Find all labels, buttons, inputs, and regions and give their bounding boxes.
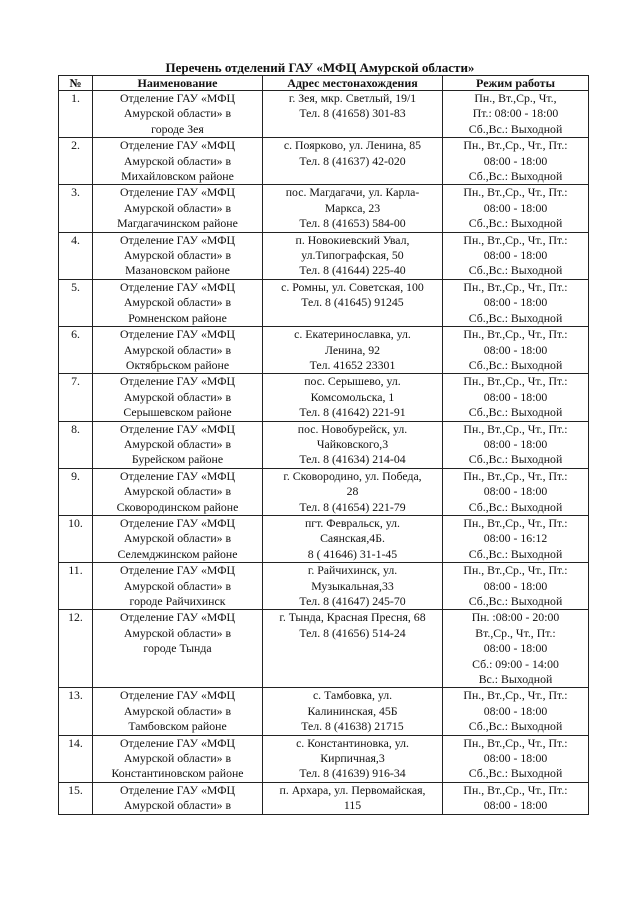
office-name-line: городе Тында bbox=[143, 641, 212, 656]
table-row bbox=[59, 515, 589, 562]
office-name-line: Магдагачинском районе bbox=[117, 216, 238, 231]
office-address-line: г. Сковородино, ул. Победа, bbox=[283, 468, 422, 483]
office-hours-line: Сб.: 09:00 - 14:00 bbox=[472, 656, 559, 671]
office-name-line: Селемджинском районе bbox=[117, 546, 238, 561]
office-name-cell bbox=[93, 279, 263, 326]
office-name-line: Отделение ГАУ «МФЦ bbox=[119, 688, 236, 703]
office-name-line: Константиновском районе bbox=[111, 766, 244, 781]
office-address-line: Тел. 8 (41658) 301-83 bbox=[299, 106, 406, 121]
office-hours-line: Сб.,Вс.: Выходной bbox=[468, 499, 563, 514]
office-hours-line: Пн., Вт.,Ср., Чт., bbox=[474, 91, 557, 105]
office-name-cell bbox=[93, 421, 263, 468]
office-hours-line: Сб.,Вс.: Выходной bbox=[468, 546, 563, 561]
office-name-line: Октябрьском районе bbox=[125, 357, 230, 372]
office-address-line: пос. Магдагачи, ул. Карла- bbox=[285, 185, 420, 200]
office-hours-line: 08:00 - 18:00 bbox=[483, 295, 548, 310]
office-name-cell bbox=[93, 138, 263, 185]
office-hours-line: Пн., Вт.,Ср., Чт., Пт.: bbox=[463, 515, 568, 530]
office-hours-line: Пн., Вт.,Ср., Чт., Пт.: bbox=[463, 468, 568, 483]
row-number: 11. bbox=[59, 563, 93, 610]
office-hours-cell bbox=[443, 563, 589, 610]
office-hours-line: 08:00 - 18:00 bbox=[483, 641, 548, 656]
office-hours-line: 08:00 - 18:00 bbox=[483, 248, 548, 263]
table-row bbox=[59, 374, 589, 421]
table-row bbox=[59, 327, 589, 374]
office-hours-cell bbox=[443, 782, 589, 814]
office-address-line: Тел. 8 (41647) 245-70 bbox=[299, 594, 406, 608]
office-hours-line: 08:00 - 18:00 bbox=[483, 342, 548, 357]
office-name-line: Бурейском районе bbox=[131, 452, 224, 467]
office-name-cell bbox=[93, 327, 263, 374]
office-address-cell bbox=[263, 232, 443, 279]
document-title: Перечень отделений ГАУ «МФЦ Амурской области» bbox=[165, 60, 475, 75]
office-address-line: ул.Типографская, 50 bbox=[301, 248, 404, 263]
office-name-line: Отделение ГАУ «МФЦ bbox=[119, 232, 236, 247]
office-hours-cell bbox=[443, 138, 589, 185]
office-name-line: Амурской области» в bbox=[123, 342, 232, 357]
office-hours-line: Сб.,Вс.: Выходной bbox=[468, 357, 563, 372]
office-hours-line: Сб.,Вс.: Выходной bbox=[468, 452, 563, 467]
office-hours-line: 08:00 - 18:00 bbox=[483, 703, 548, 718]
office-address-line: Маркса, 23 bbox=[324, 200, 381, 215]
office-name-line: Тамбовском районе bbox=[128, 719, 227, 734]
office-hours-line: Вт.,Ср., Чт., Пт.: bbox=[475, 625, 556, 640]
office-name-line: Отделение ГАУ «МФЦ bbox=[119, 735, 236, 750]
office-hours-cell bbox=[443, 279, 589, 326]
row-number: 8. bbox=[59, 421, 93, 468]
office-hours-line: Сб.,Вс.: Выходной bbox=[468, 719, 563, 734]
office-hours-line: Пт.: 08:00 - 18:00 bbox=[472, 106, 559, 121]
office-name-cell bbox=[93, 185, 263, 232]
office-address-cell bbox=[263, 421, 443, 468]
office-name-line: Амурской области» в bbox=[123, 703, 232, 718]
office-address-line: Тел. 8 (41656) 514-24 bbox=[299, 625, 406, 640]
office-address-line: Тел. 8 (41637) 42-020 bbox=[299, 153, 406, 168]
office-hours-cell bbox=[443, 374, 589, 421]
office-address-line: 28 bbox=[346, 484, 359, 499]
office-name-line: городе Зея bbox=[151, 121, 204, 136]
office-name-line: Отделение ГАУ «МФЦ bbox=[119, 327, 236, 342]
offices-table bbox=[58, 75, 589, 815]
office-hours-line: Пн., Вт.,Ср., Чт., Пт.: bbox=[463, 421, 568, 436]
office-address-line: Тел. 8 (41638) 21715 bbox=[301, 719, 404, 734]
office-name-line: Амурской области» в bbox=[123, 436, 232, 451]
row-number: 5. bbox=[59, 279, 93, 326]
table-header-row bbox=[59, 76, 589, 91]
office-hours-line: 08:00 - 18:00 bbox=[483, 436, 548, 451]
office-hours-line: Сб.,Вс.: Выходной bbox=[468, 169, 563, 184]
office-hours-line: Пн., Вт.,Ср., Чт., Пт.: bbox=[463, 782, 568, 797]
office-name-line: Амурской области» в bbox=[123, 625, 232, 640]
office-address-line: с. Поярково, ул. Ленина, 85 bbox=[283, 138, 422, 153]
office-address-line: Ленина, 92 bbox=[324, 342, 381, 357]
office-name-cell bbox=[93, 563, 263, 610]
office-address-line: 8 ( 41646) 31-1-45 bbox=[307, 546, 398, 561]
row-number: 4. bbox=[59, 232, 93, 279]
office-address-line: Тел. 8 (41644) 225-40 bbox=[299, 263, 406, 278]
office-address-line: п. Архара, ул. Первомайская, bbox=[279, 782, 426, 797]
office-hours-cell bbox=[443, 610, 589, 688]
office-address-line: г. Райчихинск, ул. bbox=[307, 563, 398, 578]
office-hours-line: Пн., Вт.,Ср., Чт., Пт.: bbox=[463, 232, 568, 247]
office-address-cell bbox=[263, 688, 443, 735]
row-number: 10. bbox=[59, 515, 93, 562]
office-name-cell bbox=[93, 468, 263, 515]
office-hours-cell bbox=[443, 232, 589, 279]
office-name-line: Амурской области» в bbox=[123, 798, 232, 813]
office-address-cell bbox=[263, 563, 443, 610]
office-hours-cell bbox=[443, 468, 589, 515]
table-row bbox=[59, 688, 589, 735]
office-name-line: Амурской области» в bbox=[123, 153, 232, 168]
row-number: 13. bbox=[59, 688, 93, 735]
office-hours-line: Пн., Вт.,Ср., Чт., Пт.: bbox=[463, 185, 568, 200]
office-address-cell bbox=[263, 138, 443, 185]
office-hours-cell bbox=[443, 327, 589, 374]
office-hours-line: 08:00 - 18:00 bbox=[483, 798, 548, 813]
table-row bbox=[59, 91, 589, 138]
office-name-line: Отделение ГАУ «МФЦ bbox=[119, 782, 236, 797]
office-address-cell bbox=[263, 327, 443, 374]
office-hours-line: Пн., Вт.,Ср., Чт., Пт.: bbox=[463, 735, 568, 750]
office-address-cell bbox=[263, 782, 443, 814]
office-hours-line: Пн., Вт.,Ср., Чт., Пт.: bbox=[463, 563, 568, 578]
table-row bbox=[59, 279, 589, 326]
table-row bbox=[59, 232, 589, 279]
office-hours-line: Сб.,Вс.: Выходной bbox=[468, 263, 563, 278]
office-name-line: Отделение ГАУ «МФЦ bbox=[119, 185, 236, 200]
office-name-cell bbox=[93, 782, 263, 814]
office-address-line: Саянская,4Б. bbox=[320, 531, 385, 546]
office-hours-line: 08:00 - 18:00 bbox=[483, 389, 548, 404]
table-row bbox=[59, 782, 589, 814]
office-address-line: Тел. 8 (41654) 221-79 bbox=[299, 499, 406, 514]
office-name-line: Отделение ГАУ «МФЦ bbox=[119, 374, 236, 389]
office-address-line: Тел. 8 (41645) 91245 bbox=[301, 295, 404, 310]
office-address-line: Чайковского,3 bbox=[316, 436, 389, 451]
office-name-cell bbox=[93, 610, 263, 688]
row-number: 7. bbox=[59, 374, 93, 421]
office-hours-line: Пн., Вт.,Ср., Чт., Пт.: bbox=[463, 138, 568, 153]
table-row bbox=[59, 138, 589, 185]
office-address-cell bbox=[263, 468, 443, 515]
table-row bbox=[59, 610, 589, 688]
office-address-cell bbox=[263, 515, 443, 562]
office-address-line: с. Екатеринославка, ул. bbox=[294, 327, 411, 342]
office-name-line: Отделение ГАУ «МФЦ bbox=[119, 91, 236, 105]
office-hours-line: Пн., Вт.,Ср., Чт., Пт.: bbox=[463, 374, 568, 389]
office-hours-cell bbox=[443, 91, 589, 138]
office-name-cell bbox=[93, 735, 263, 782]
office-address-cell bbox=[263, 185, 443, 232]
office-name-line: Отделение ГАУ «МФЦ bbox=[119, 563, 236, 578]
office-address-line: Тел. 8 (41634) 214-04 bbox=[299, 452, 406, 467]
office-hours-line: Сб.,Вс.: Выходной bbox=[468, 310, 563, 325]
office-address-line: с. Ромны, ул. Советская, 100 bbox=[281, 279, 424, 294]
office-name-cell bbox=[93, 232, 263, 279]
office-address-line: пос. Новобурейск, ул. bbox=[297, 421, 408, 436]
table-row bbox=[59, 735, 589, 782]
row-number: 12. bbox=[59, 610, 93, 688]
office-hours-line: Вс.: Выходной bbox=[478, 672, 553, 687]
office-hours-line: Сб.,Вс.: Выходной bbox=[468, 216, 563, 231]
office-hours-cell bbox=[443, 688, 589, 735]
office-name-line: Амурской области» в bbox=[123, 751, 232, 766]
office-address-line: пгт. Февральск, ул. bbox=[304, 515, 401, 530]
office-address-cell bbox=[263, 735, 443, 782]
office-name-line: Амурской области» в bbox=[123, 578, 232, 593]
office-hours-line: 08:00 - 18:00 bbox=[483, 200, 548, 215]
row-number: 6. bbox=[59, 327, 93, 374]
office-name-line: Амурской области» в bbox=[123, 389, 232, 404]
office-name-line: Ромненском районе bbox=[128, 310, 227, 325]
office-hours-line: Сб.,Вс.: Выходной bbox=[468, 594, 563, 608]
office-hours-line: Пн. :08:00 - 20:00 bbox=[471, 610, 560, 625]
office-hours-line: Пн., Вт.,Ср., Чт., Пт.: bbox=[463, 327, 568, 342]
office-hours-line: 08:00 - 16:12 bbox=[483, 531, 548, 546]
table-row bbox=[59, 468, 589, 515]
office-name-line: Амурской области» в bbox=[123, 531, 232, 546]
office-address-line: с. Константиновка, ул. bbox=[296, 735, 409, 750]
office-name-line: Амурской области» в bbox=[123, 248, 232, 263]
office-hours-cell bbox=[443, 735, 589, 782]
office-address-line: г. Зея, мкр. Светлый, 19/1 bbox=[288, 91, 417, 105]
office-name-line: Отделение ГАУ «МФЦ bbox=[119, 515, 236, 530]
office-address-line: Музыкальная,33 bbox=[311, 578, 394, 593]
header-number: № bbox=[59, 76, 93, 91]
office-hours-cell bbox=[443, 421, 589, 468]
row-number: 2. bbox=[59, 138, 93, 185]
office-address-line: Кирпичная,3 bbox=[320, 751, 385, 766]
office-name-line: Амурской области» в bbox=[123, 106, 232, 121]
office-address-line: пос. Серышево, ул. bbox=[304, 374, 401, 389]
office-hours-line: Сб.,Вс.: Выходной bbox=[468, 405, 563, 420]
office-name-line: Серышевском районе bbox=[123, 405, 232, 420]
office-hours-cell bbox=[443, 515, 589, 562]
office-address-cell bbox=[263, 374, 443, 421]
office-hours-line: 08:00 - 18:00 bbox=[483, 751, 548, 766]
office-name-line: Отделение ГАУ «МФЦ bbox=[119, 138, 236, 153]
office-address-line: Тел. 8 (41653) 584-00 bbox=[299, 216, 406, 231]
office-address-cell bbox=[263, 91, 443, 138]
office-address-line: Тел. 8 (41642) 221-91 bbox=[299, 405, 406, 420]
row-number: 1. bbox=[59, 91, 93, 138]
office-hours-line: 08:00 - 18:00 bbox=[483, 484, 548, 499]
office-name-cell bbox=[93, 515, 263, 562]
office-name-cell bbox=[93, 91, 263, 138]
table-row bbox=[59, 421, 589, 468]
office-name-line: Мазановском районе bbox=[125, 263, 230, 278]
office-address-line: Тел. 8 (41639) 916-34 bbox=[299, 766, 406, 781]
office-hours-line: Сб.,Вс.: Выходной bbox=[468, 766, 563, 781]
office-address-line: г. Тында, Красная Пресня, 68 bbox=[279, 610, 426, 625]
office-address-line: Тел. 41652 23301 bbox=[309, 357, 396, 372]
row-number: 15. bbox=[59, 782, 93, 814]
office-hours-line: Пн., Вт.,Ср., Чт., Пт.: bbox=[463, 279, 568, 294]
office-name-line: Амурской области» в bbox=[123, 484, 232, 499]
office-name-line: Амурской области» в bbox=[123, 295, 232, 310]
office-hours-line: Сб.,Вс.: Выходной bbox=[468, 121, 563, 136]
table-row bbox=[59, 563, 589, 610]
office-address-line: 115 bbox=[343, 798, 362, 813]
header-name: Наименование bbox=[93, 76, 263, 91]
header-address: Адрес местонахождения bbox=[263, 76, 443, 91]
office-address-line: с. Тамбовка, ул. bbox=[312, 688, 393, 703]
office-name-line: Отделение ГАУ «МФЦ bbox=[119, 421, 236, 436]
office-name-line: Отделение ГАУ «МФЦ bbox=[119, 468, 236, 483]
office-address-cell bbox=[263, 279, 443, 326]
row-number: 3. bbox=[59, 185, 93, 232]
office-name-cell bbox=[93, 374, 263, 421]
office-name-line: Отделение ГАУ «МФЦ bbox=[119, 610, 236, 625]
office-address-cell bbox=[263, 610, 443, 688]
office-hours-line: Пн., Вт.,Ср., Чт., Пт.: bbox=[463, 688, 568, 703]
row-number: 9. bbox=[59, 468, 93, 515]
office-name-line: Отделение ГАУ «МФЦ bbox=[119, 279, 236, 294]
table-body bbox=[59, 91, 589, 815]
header-hours: Режим работы bbox=[443, 76, 589, 91]
office-hours-line: 08:00 - 18:00 bbox=[483, 578, 548, 593]
table-row bbox=[59, 185, 589, 232]
office-name-line: Амурской области» в bbox=[123, 200, 232, 215]
office-address-line: Комсомольска, 1 bbox=[310, 389, 395, 404]
office-name-line: городе Райчихинск bbox=[129, 594, 226, 608]
office-name-line: Михайловском районе bbox=[121, 169, 234, 184]
office-name-cell bbox=[93, 688, 263, 735]
office-address-line: п. Новокиевский Увал, bbox=[295, 232, 410, 247]
row-number: 14. bbox=[59, 735, 93, 782]
office-name-line: Сковородинском районе bbox=[116, 499, 239, 514]
office-hours-line: 08:00 - 18:00 bbox=[483, 153, 548, 168]
office-hours-cell bbox=[443, 185, 589, 232]
office-address-line: Калининская, 45Б bbox=[307, 703, 398, 718]
